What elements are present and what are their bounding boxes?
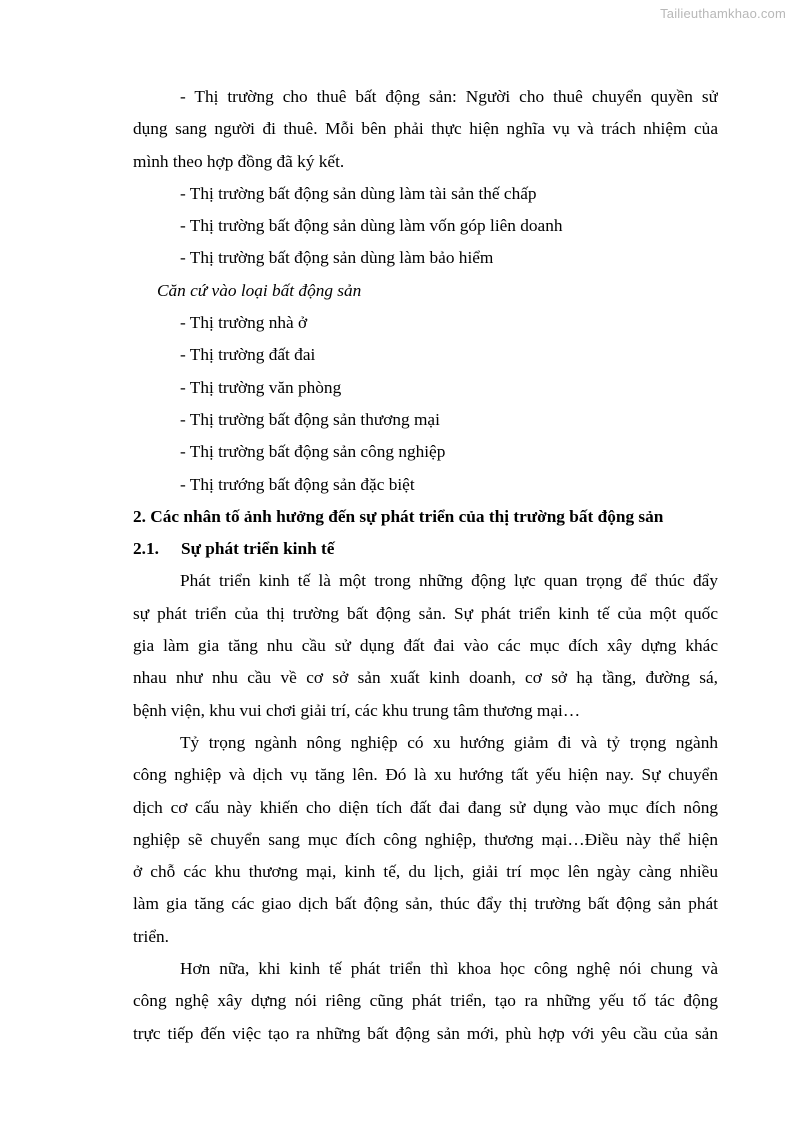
bullet-land-market: - Thị trường đất đai: [180, 345, 316, 365]
paragraph-line: sự phát triển của thị trường bất động sản. Sự phát triển kinh tế của một quốc: [133, 603, 718, 623]
bullet-industrial-market: - Thị trường bất động sản công nghiệp: [180, 442, 446, 462]
paragraph-line: trực tiếp đến việc tạo ra những bất động sản mới, phù hợp với yêu cầu của sản: [133, 1023, 718, 1043]
section-title: Sự phát triển kinh tế: [181, 539, 335, 559]
paragraph-line: triển.: [133, 926, 169, 946]
bullet-joint-venture-market: - Thị trường bất động sản dùng làm vốn góp liên doanh: [180, 216, 563, 236]
paragraph-line: nghiệp sẽ chuyển sang mục đích công nghiệp, thương mại…Điều này thể hiện: [133, 829, 718, 849]
paragraph-line: dịch cơ cấu này khiến cho diện tích đất đai đang sử dụng vào mục đích nông: [133, 797, 718, 817]
paragraph-line: Tỷ trọng ngành nông nghiệp có xu hướng giảm đi và tỷ trọng ngành: [180, 732, 718, 752]
paragraph-line: Hơn nữa, khi kinh tế phát triển thì khoa học công nghệ nói chung và: [180, 959, 718, 979]
watermark: Tailieuthamkhao.com: [660, 6, 786, 21]
bullet-housing-market: - Thị trường nhà ở: [180, 313, 308, 333]
section-heading-2-1: [133, 533, 718, 565]
paragraph-line: nhau như nhu cầu về cơ sở sản xuất kinh doanh, cơ sở hạ tầng, đường sá,: [133, 668, 718, 688]
subheading-property-type: Căn cứ vào loại bất động sản: [157, 280, 362, 300]
bullet-insurance-market: - Thị trường bất động sản dùng làm bảo hiểm: [180, 248, 494, 268]
section-number: 2.1.: [133, 539, 159, 559]
section-heading-2: 2. Các nhân tố ảnh hưởng đến sự phát triển của thị trường bất động sản: [133, 506, 664, 526]
paragraph-line: gia làm gia tăng nhu cầu sử dụng đất đai vào các mục đích xây dựng khác: [133, 636, 718, 656]
paragraph-line: ở chỗ các khu thương mại, kinh tế, du lịch, giải trí mọc lên ngày càng nhiều: [133, 862, 718, 882]
bullet-special-market: - Thị trướng bất động sản đặc biệt: [180, 474, 415, 494]
paragraph-line: dụng sang người đi thuê. Mỗi bên phải thực hiện nghĩa vụ và trách nhiệm của: [133, 119, 718, 139]
paragraph-line: công nghiệp và dịch vụ tăng lên. Đó là xu hướng tất yếu hiện nay. Sự chuyển: [133, 765, 718, 785]
bullet-office-market: - Thị trường văn phòng: [180, 377, 342, 397]
paragraph-line: mình theo hợp đồng đã ký kết.: [133, 151, 345, 171]
bullet-mortgage-market: - Thị trường bất động sản dùng làm tài sản thế chấp: [180, 183, 537, 203]
paragraph-line: công nghệ xây dựng nói riêng cũng phát triển, tạo ra những yếu tố tác động: [133, 991, 718, 1011]
bullet-commercial-market: - Thị trường bất động sản thương mại: [180, 409, 440, 429]
document-page: [133, 81, 718, 1050]
paragraph-line: Phát triển kinh tế là một trong những động lực quan trọng để thúc đẩy: [180, 571, 718, 591]
bullet-rental-market: - Thị trường cho thuê bất động sản: Người cho thuê chuyển quyền sử: [180, 87, 718, 106]
paragraph-line: bệnh viện, khu vui chơi giải trí, các khu trung tâm thương mại…: [133, 700, 581, 720]
paragraph-line: làm gia tăng các giao dịch bất động sản, thúc đẩy thị trường bất động sản phát: [133, 894, 718, 914]
